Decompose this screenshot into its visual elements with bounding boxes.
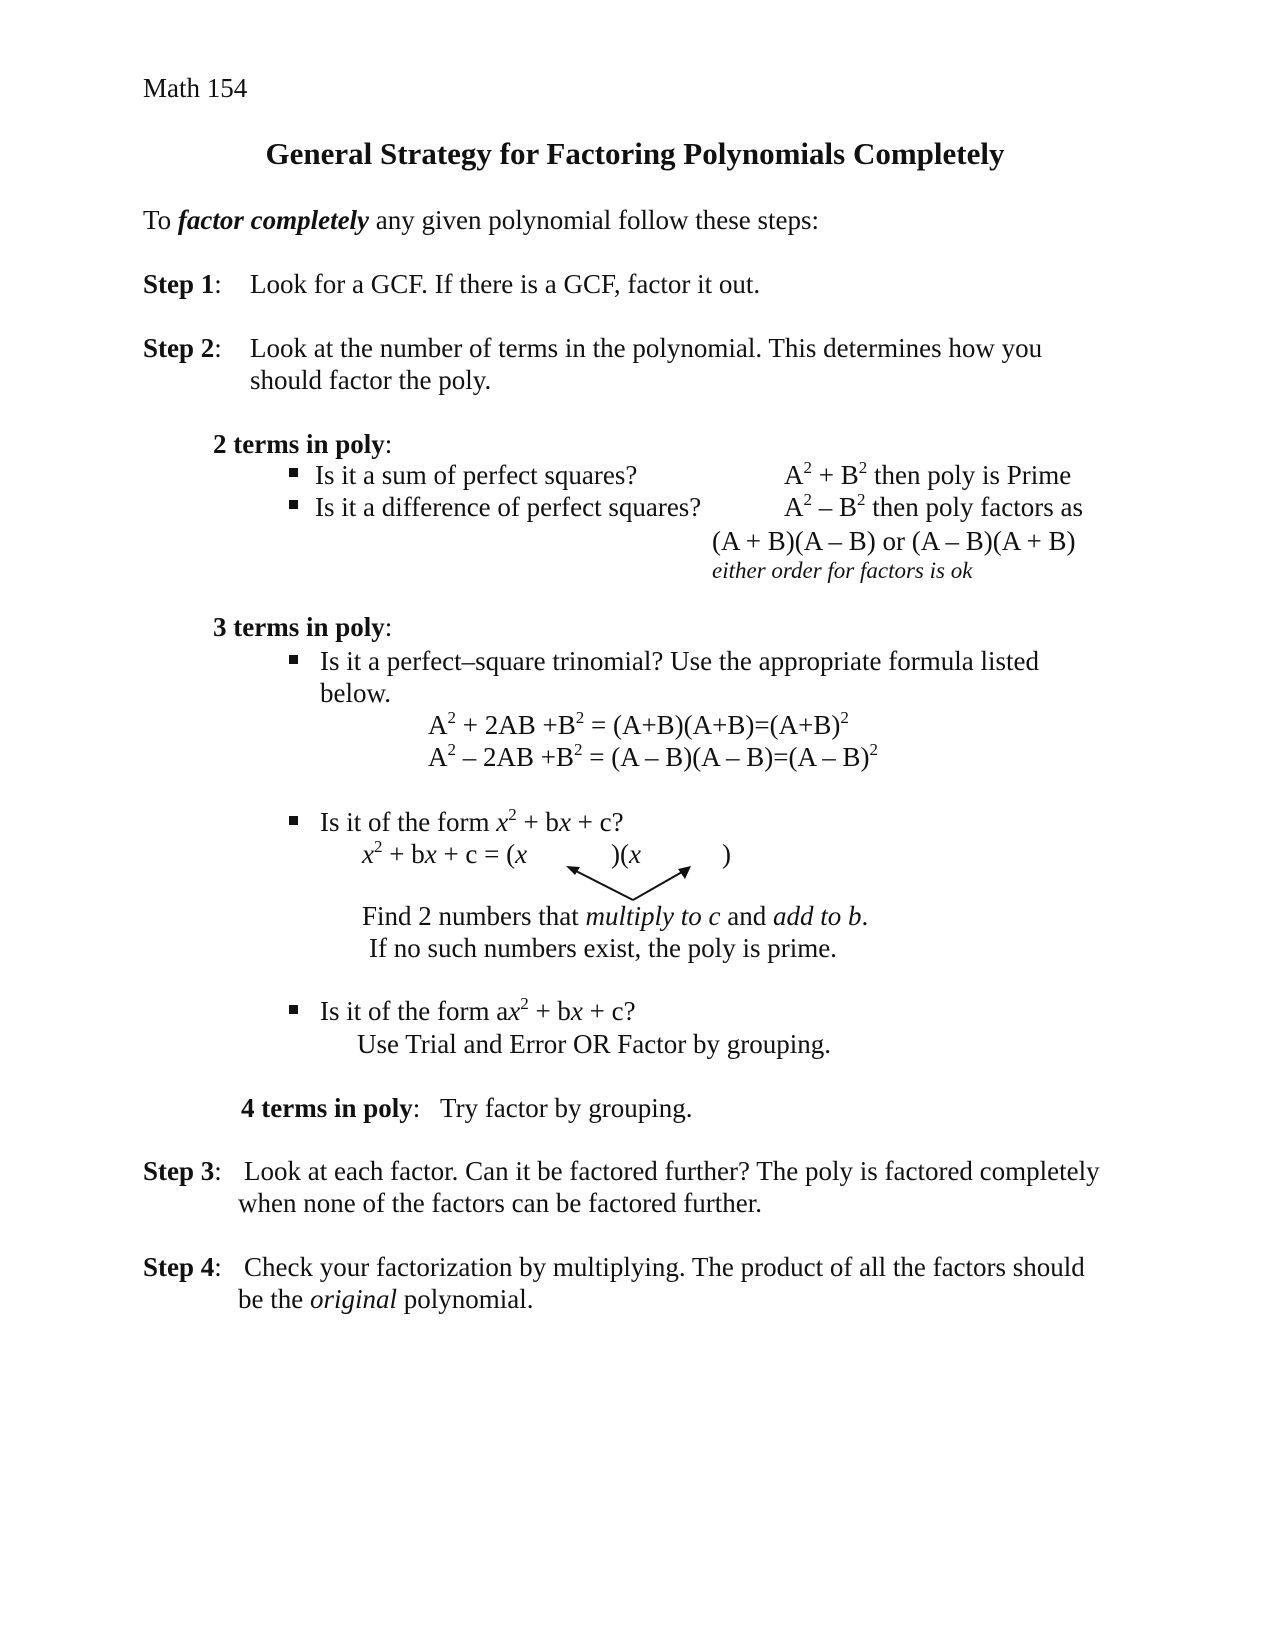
two-terms-a2: $A^2 - B^2$ then poly factors as (784, 490, 1083, 522)
trinomial-form-close: ) (722, 839, 731, 869)
two-terms-a3: (A + B)(A – B) or (A – B)(A + B) (712, 526, 1076, 556)
formula-sum-square: $A^2 + 2AB +B^2 = (A+B)(A+B)=(A+B)^2$ (428, 708, 849, 740)
step3-line1: Look at each factor. Can it be factored further? The poly is factored completely (244, 1156, 1100, 1186)
step2-line2: should factor the poly. (250, 365, 492, 395)
step1-label: Step 1: (143, 269, 222, 299)
three-terms-q1-line1: Is it a perfect–square trinomial? Use the appropriate formula listed (320, 646, 1039, 676)
two-terms-q1: Is it a sum of perfect squares? (315, 460, 638, 490)
bullet-icon (289, 468, 298, 477)
page-title: General Strategy for Factoring Polynomials Completely (265, 136, 1005, 171)
two-terms-heading: 2 terms in poly: (213, 429, 393, 459)
three-terms-q1-line2: below. (320, 678, 391, 708)
formula-diff-square: $A^2 - 2AB +B^2 = (A - B)(A - B)=(A - B)^2$ (428, 740, 878, 772)
two-terms-note: either order for factors is ok (712, 558, 973, 583)
three-terms-heading: 3 terms in poly: (213, 612, 393, 642)
step4-label: Step 4: (143, 1252, 222, 1282)
intro-post: any given polynomial follow these steps: (369, 205, 819, 235)
three-terms-q3: Is it of the form $ax^2$ + bx + c? (320, 994, 636, 1026)
trinomial-form-left: $x^2$ + bx + c = (x (362, 837, 528, 869)
intro-emphasis: factor completely (177, 205, 370, 235)
find-numbers-line: Find 2 numbers that multiply to c and add to b. (362, 901, 869, 931)
step4-line2: be the original polynomial. (238, 1284, 534, 1314)
step4-line1: Check your factorization by multiplying. The product of all the factors should (244, 1252, 1085, 1282)
two-terms-a1: $A^2 + B^2$ then poly is Prime (784, 458, 1072, 490)
intro-pre: To (143, 205, 178, 235)
trinomial-form-middle: )(x (611, 839, 641, 869)
course-label: Math 154 (143, 73, 248, 103)
two-terms-q2: Is it a difference of perfect squares? (315, 492, 702, 522)
step2-label: Step 2: (143, 333, 222, 363)
four-terms-line: 4 terms in poly: Try factor by grouping. (241, 1093, 693, 1123)
step3-label: Step 3: (143, 1156, 222, 1186)
step2-line1: Look at the number of terms in the polynomial. This determines how you (250, 333, 1043, 363)
bullet-icon (289, 500, 298, 509)
bullet-icon (289, 655, 298, 664)
trial-error-line: Use Trial and Error OR Factor by grouping. (357, 1029, 831, 1059)
bullet-icon (289, 816, 298, 825)
no-such-numbers-line: If no such numbers exist, the poly is prime. (369, 933, 837, 963)
step3-line2: when none of the factors can be factored further. (238, 1188, 763, 1218)
bullet-icon (289, 1005, 298, 1014)
intro-paragraph (143, 204, 819, 236)
step1-text: Look for a GCF. If there is a GCF, factor it out. (250, 269, 761, 299)
three-terms-q2: Is it of the form $x^2$ + bx + c? (320, 805, 624, 837)
